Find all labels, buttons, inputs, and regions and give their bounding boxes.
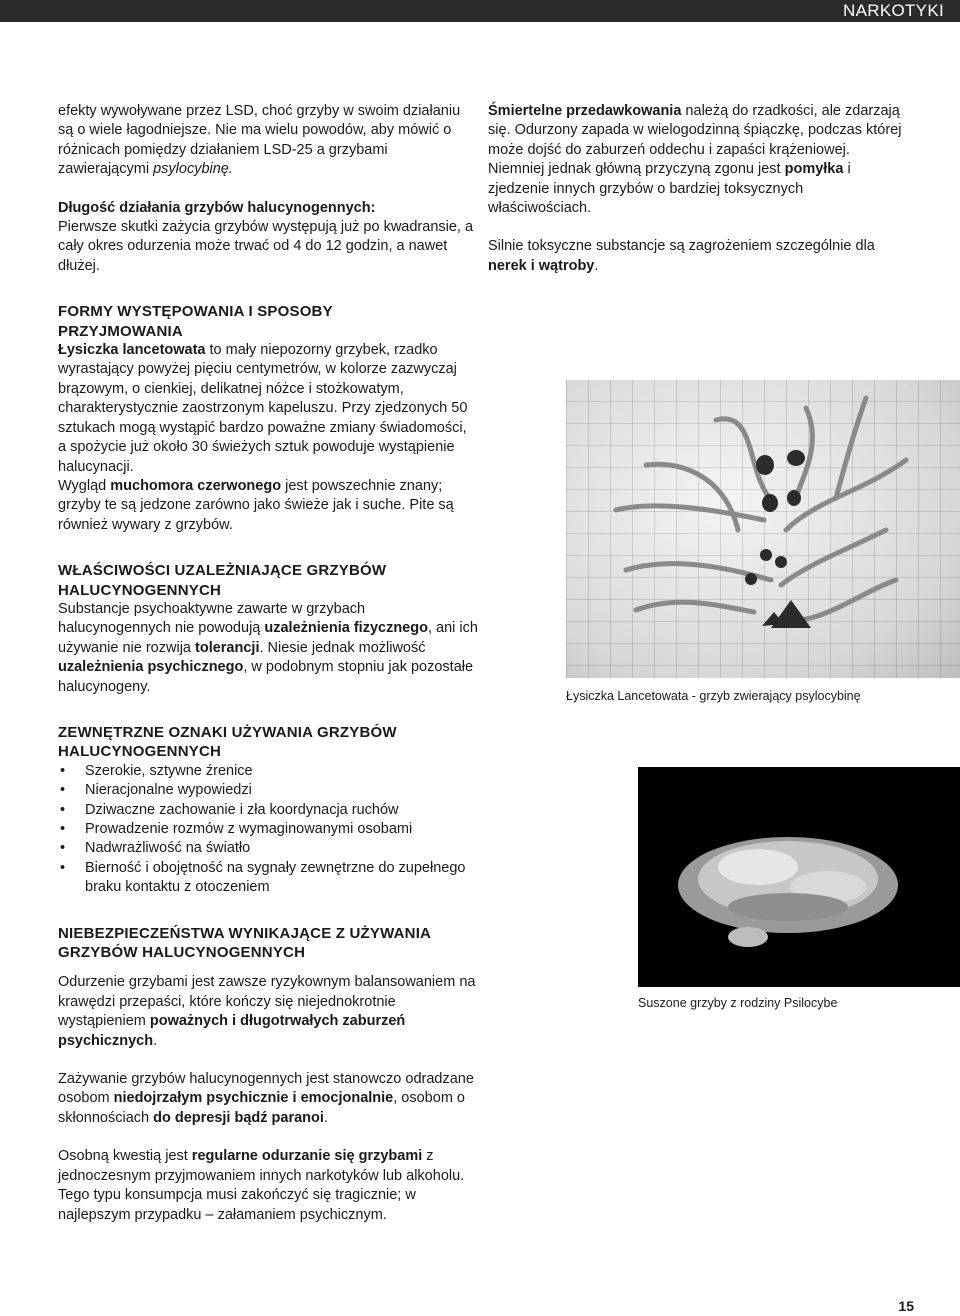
photo-caption-1: Łysiczka Lancetowata - grzyb zwierający psylocybinę (566, 689, 861, 703)
forms-heading (58, 302, 478, 341)
addict-heading-line2: HALUCYNOGENNYCH (58, 581, 222, 599)
forms-paragraph-2 (58, 477, 478, 535)
forms-bold-2: muchomora czerwonego (110, 477, 282, 494)
danger-p2-mid: , osobom o skłonnościach (58, 1090, 465, 1126)
danger-p3-text: Osobną kwestią jest (58, 1148, 192, 1165)
addict-heading (58, 561, 478, 600)
addict-bold-2: tolerancji (195, 639, 260, 656)
danger-heading (58, 924, 478, 963)
forms-heading-line2: PRZYJMOWANIA (58, 322, 183, 340)
photo-caption-2: Suszone grzyby z rodziny Psilocybe (638, 996, 838, 1010)
forms-heading-line1: FORMY WYSTĘPOWANIA I SPOSOBY (58, 303, 333, 321)
left-column (58, 102, 478, 1225)
list-item: • Szerokie, sztywne źrenice (58, 762, 478, 781)
addict-bold-1: uzależnienia fizycznego (264, 620, 428, 637)
dried-mushrooms-photo (638, 767, 960, 987)
forms-paragraph-1 (58, 341, 478, 477)
forms-text-1: to mały niepozorny grzybek, rzadko wyrastający powyżej pięciu centymetrów, w kolorze zazwyczaj brązowym, o cienkiej, delikatnej nóżce i stożkowatym, charakterystycznie zaostrzonym kapeluszu. Przy zjedzonych 50 sztukach mogą wystąpić bardzo poważne zmiany świadomości, a spożycie już około 30 świeżych sztuk powoduje wystąpienie halucynacji. (58, 342, 468, 475)
list-item: • Bierność i obojętność na sygnały zewnętrzne do zupełnego braku kontaktu z otoczeniem (58, 859, 478, 898)
danger-heading-line2: GRZYBÓW HALUCYNOGENNYCH (58, 944, 306, 962)
mushroom-illustration (566, 380, 960, 678)
section-title: NARKOTYKI (843, 1, 944, 20)
danger-p2-end: . (323, 1109, 328, 1126)
toxic-end: . (594, 257, 599, 274)
list-item: • Prowadzenie rozmów z wymaginowanymi osobami (58, 820, 478, 839)
forms-bold-1: Łysiczka lancetowata (58, 342, 206, 359)
overdose-text-1: należą do rzadkości, ale zdarzają się. Odurzony zapada w wielogodzinną śpiączkę, podczas której może dojść do zaburzeń oddechu i zapaści krążeniowej. Niemniej jednak główną przyczyną zgonu jest (488, 103, 902, 178)
top-banner (0, 0, 960, 22)
forms-text-2a: Wygląd (58, 477, 111, 494)
signs-heading (58, 723, 478, 762)
addict-bold-3: uzależnienia psychicznego (58, 659, 244, 676)
duration-text: Pierwsze skutki zażycia grzybów występują już po kwadransie, a cały okres odurzenia może trwać od 4 do 12 godzin, a nawet dłużej. (58, 219, 474, 274)
list-item: • Dziwaczne zachowanie i zła koordynacja ruchów (58, 801, 478, 820)
intro-text: efekty wywoływane przez LSD, choć grzyby w swoim działaniu są o wiele łagodniejsze. Nie ma wielu powodów, aby mówić o różnicach pomiędzy działaniem LSD-25 a grzybami zawierającymi (58, 103, 461, 178)
overdose-bold-2: pomyłka (784, 161, 844, 178)
danger-p1-end: . (153, 1032, 158, 1049)
danger-heading-line1: NIEBEZPIECZEŃSTWA WYNIKAJĄCE Z UŻYWANIA (58, 924, 432, 942)
danger-paragraph-1 (58, 973, 478, 1051)
danger-p1-bold: poważnych i długotrwałych zaburzeń psychicznych (58, 1013, 406, 1049)
dried-mushrooms-illustration (638, 767, 960, 987)
signs-list (58, 762, 478, 898)
toxic-paragraph (488, 237, 908, 276)
right-column (488, 102, 908, 276)
intro-italic: psylocybinę. (153, 161, 233, 178)
mushroom-photo (566, 380, 960, 678)
list-item: • Nadwrażliwość na światło (58, 839, 478, 858)
overdose-paragraph (488, 102, 908, 218)
toxic-text: Silnie toksyczne substancje są zagrożeniem szczególnie dla (488, 238, 875, 255)
duration-paragraph (58, 199, 478, 277)
addict-text-1: Substancje psychoaktywne zawarte w grzybach halucynogennych nie powodują (58, 600, 366, 637)
signs-heading-line1: ZEWNĘTRZNE OZNAKI UŻYWANIA GRZYBÓW (58, 723, 397, 741)
overdose-text-2: i zjedzenie innych grzybów o bardziej toksycznych właściwościach. (488, 161, 851, 217)
forms-text-2b: jest powszechnie znany; grzyby te są jedzone zarówno jako świeże jak i suche. Pite są również wywary z grzybów. (58, 477, 454, 533)
danger-paragraph-2 (58, 1070, 478, 1128)
danger-p2-bold2: do depresji bądź paranoi (153, 1109, 324, 1126)
signs-heading-line2: HALUCYNOGENNYCH (58, 743, 222, 761)
addict-text-4: , w podobnym stopniu jak pozostałe halucynogeny. (58, 659, 474, 695)
addict-paragraph (58, 600, 478, 697)
overdose-bold: Śmiertelne przedawkowania (488, 103, 682, 119)
addict-heading-line1: WŁAŚCIWOŚCI UZALEŻNIAJĄCE GRZYBÓW (58, 562, 387, 580)
list-item: • Nieracjonalne wypowiedzi (58, 781, 478, 800)
intro-paragraph (58, 102, 478, 180)
page-number: 15 (898, 1298, 914, 1314)
danger-p1-text: Odurzenie grzybami jest zawsze ryzykownym balansowaniem na krawędzi przepaści, które kończy się niejednokrotnie wystąpieniem (58, 974, 476, 1030)
toxic-bold: nerek i wątroby (488, 257, 595, 274)
danger-p3-end: z jednoczesnym przyjmowaniem innych narkotyków lub alkoholu. Tego typu konsumpcja musi zakończyć się tragicznie; w najlepszym przypadku – załamaniem psychicznym. (58, 1148, 465, 1223)
danger-p3-bold: regularne odurzanie się grzybami (191, 1148, 423, 1165)
addict-text-3: . Niesie jednak możliwość (259, 639, 426, 656)
danger-p2-text: Zażywanie grzybów halucynogennych jest stanowczo odradzane osobom (58, 1071, 474, 1107)
duration-lead: Długość działania grzybów halucynogennych: (58, 199, 376, 216)
addict-text-2: , ani ich używanie nie rozwija (58, 620, 478, 656)
danger-paragraph-3 (58, 1147, 478, 1225)
danger-p2-bold1: niedojrzałym psychicznie i emocjonalnie (113, 1090, 394, 1107)
